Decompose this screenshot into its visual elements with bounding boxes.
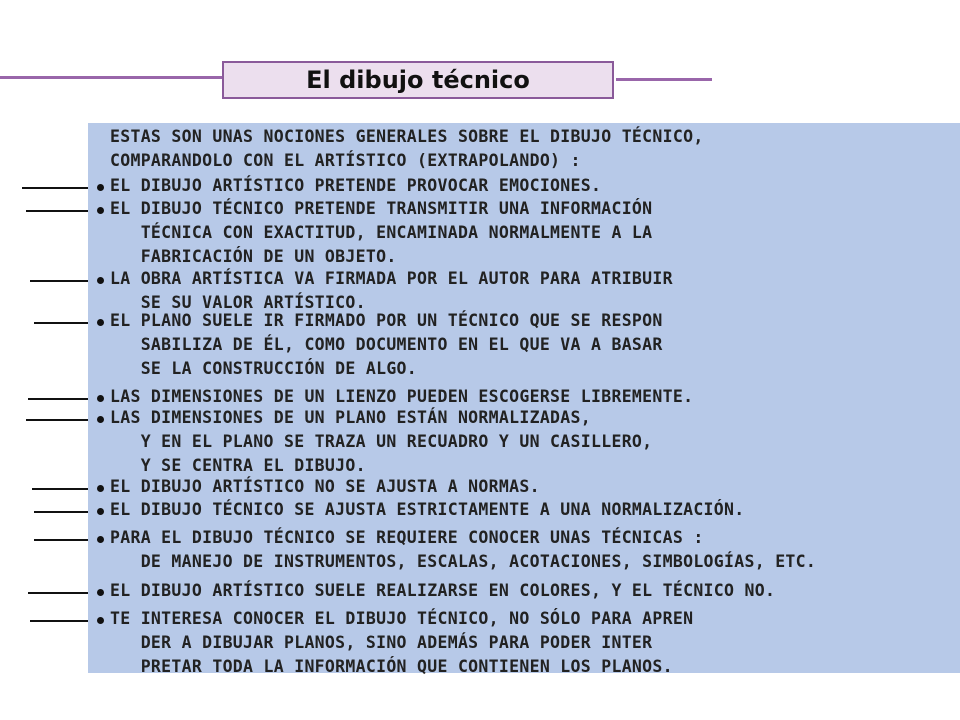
bullet bbox=[97, 184, 104, 191]
leader-line bbox=[28, 592, 92, 594]
right-title-rule bbox=[616, 78, 712, 81]
note-item: EL DIBUJO ARTÍSTICO SUELE REALIZARSE EN COLORES, Y EL TÉCNICO NO. bbox=[110, 581, 776, 600]
note-item: LAS DIMENSIONES DE UN LIENZO PUEDEN ESCOGERSE LIBREMENTE. bbox=[110, 387, 694, 406]
note-item: TE INTERESA CONOCER EL DIBUJO TÉCNICO, NO SÓLO PARA APREN DER A DIBUJAR PLANOS, SINO ADEMÁS PARA PODER INTER PRETAR TODA LA INFORMACIÓN QUE CONTIENEN LOS PLANOS. bbox=[110, 609, 694, 676]
bullet bbox=[97, 536, 104, 543]
note-item: PARA EL DIBUJO TÉCNICO SE REQUIERE CONOCER UNAS TÉCNICAS : DE MANEJO DE INSTRUMENTOS, ESCALAS, ACOTACIONES, SIMBOLOGÍAS, ETC. bbox=[110, 528, 817, 571]
leader-line bbox=[22, 187, 92, 189]
bullet bbox=[97, 395, 104, 402]
intro-text: ESTAS SON UNAS NOCIONES GENERALES SOBRE EL DIBUJO TÉCNICO, COMPARANDOLO CON EL ARTÍSTICO (EXTRAPOLANDO) : bbox=[110, 127, 704, 170]
leader-line bbox=[34, 511, 92, 513]
leader-line bbox=[26, 419, 92, 421]
note-item: LAS DIMENSIONES DE UN PLANO ESTÁN NORMALIZADAS, Y EN EL PLANO SE TRAZA UN RECUADRO Y UN CASILLERO, Y SE CENTRA EL DIBUJO. bbox=[110, 408, 653, 475]
bullet bbox=[97, 277, 104, 284]
left-title-rule bbox=[0, 76, 224, 79]
page-title: El dibujo técnico bbox=[306, 66, 530, 94]
bullet bbox=[97, 319, 104, 326]
leader-line bbox=[26, 210, 92, 212]
bullet bbox=[97, 508, 104, 515]
note-item: EL DIBUJO ARTÍSTICO PRETENDE PROVOCAR EMOCIONES. bbox=[110, 176, 602, 195]
note-item: EL PLANO SUELE IR FIRMADO POR UN TÉCNICO QUE SE RESPON SABILIZA DE ÉL, COMO DOCUMENTO EN EL QUE VA A BASAR SE LA CONSTRUCCIÓN DE ALGO. bbox=[110, 311, 663, 378]
leader-line bbox=[34, 539, 92, 541]
bullet bbox=[97, 416, 104, 423]
leader-line bbox=[32, 488, 92, 490]
note-item: EL DIBUJO ARTÍSTICO NO SE AJUSTA A NORMAS. bbox=[110, 477, 540, 496]
title-box bbox=[222, 61, 614, 99]
leader-line bbox=[30, 280, 92, 282]
bullet bbox=[97, 617, 104, 624]
bullet bbox=[97, 589, 104, 596]
leader-line bbox=[34, 322, 92, 324]
note-item: EL DIBUJO TÉCNICO SE AJUSTA ESTRICTAMENTE A UNA NORMALIZACIÓN. bbox=[110, 500, 745, 519]
leader-line bbox=[28, 398, 92, 400]
handwritten-notes-panel bbox=[88, 123, 960, 676]
bullet bbox=[97, 485, 104, 492]
note-item: LA OBRA ARTÍSTICA VA FIRMADA POR EL AUTOR PARA ATRIBUIR SE SU VALOR ARTÍSTICO. bbox=[110, 269, 673, 312]
bullet bbox=[97, 207, 104, 214]
note-item: EL DIBUJO TÉCNICO PRETENDE TRANSMITIR UNA INFORMACIÓN TÉCNICA CON EXACTITUD, ENCAMINADA NORMALMENTE A LA FABRICACIÓN DE UN OBJETO. bbox=[110, 199, 653, 266]
leader-line bbox=[30, 620, 92, 622]
